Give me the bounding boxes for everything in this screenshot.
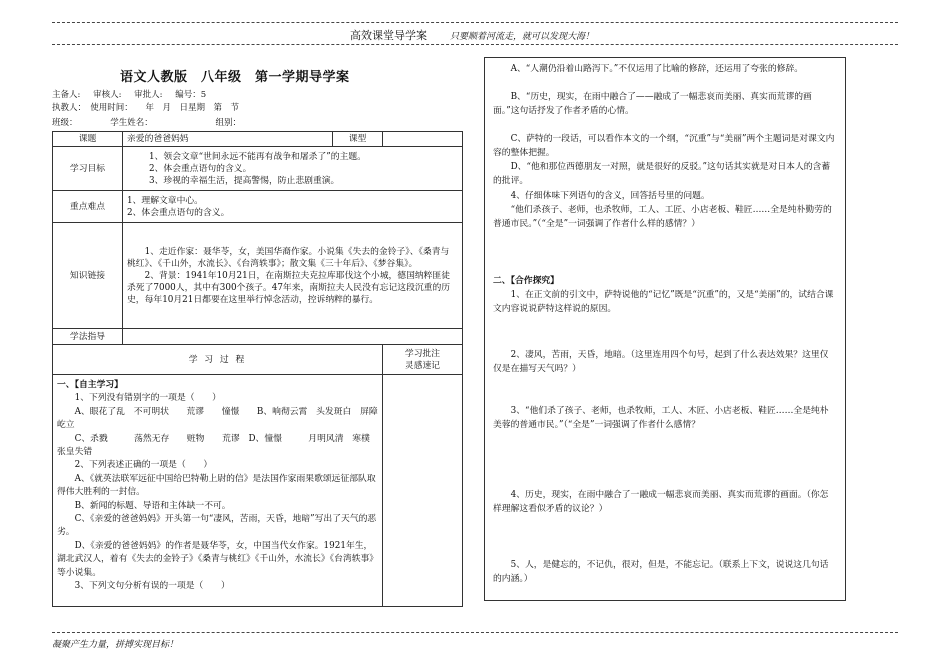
- key-points-label: 重点难点: [53, 191, 123, 223]
- notes-label-line-1: 学习批注: [404, 348, 441, 359]
- notes-label-line-2: 灵感速记: [404, 360, 441, 371]
- question-2: 2、下列表述正确的一项是（ ）: [74, 460, 213, 471]
- goal-item: 3、珍视的幸福生活，提高警惕，防止悲剧重演。: [149, 175, 340, 186]
- header-title: 高效课堂导学案: [350, 29, 427, 42]
- knowledge-link-author: 1、走近作家：聂华苓，女，美国华裔作家。小说集《失去的金铃子》、《桑青与桃红》、《千山外，水流长》、《台湾轶事》；散文集《三十年后》、《梦谷集》。: [127, 246, 450, 269]
- goal-item: 2、体会重点语句的含义。: [149, 163, 252, 174]
- right-worksheet-panel: [484, 57, 846, 601]
- meta-number: 编号：5: [175, 90, 207, 100]
- notes-label: [383, 345, 463, 375]
- self-study-cell: [53, 375, 396, 607]
- type-label: 课型: [333, 132, 383, 147]
- question-1-options-ab: A、眼花了乱 不可明状 荒谬 憧憬 B、响彻云霄 头发斑白 屏障 屹立: [57, 406, 396, 431]
- inquiry-question-3: 3、“他们杀了孩子、老师，也杀牧师，工人、木匠、小店老板、鞋匠……全是纯朴美蓉的普通市民。”（“全是”一词强调了作者什么感情？: [493, 406, 829, 430]
- meta-row-teacher: 执教人： 使用时间： 年 月 日星期 第 节: [52, 103, 240, 113]
- header-top-rule: [52, 22, 898, 23]
- inquiry-question-2: 2、凄风，苦雨，天昏，地暗。（这里连用四个句号，起到了什么表达效果？这里仅仅是在描写天气吗？）: [493, 350, 829, 374]
- lesson-plan-table: [52, 131, 463, 607]
- question-1-options-cd: C、杀戮 荡然无存 赃物 荒谬 D、憧憬 月明风清 寒樸 张皇失错: [57, 433, 388, 458]
- meta-preparer: 主备人:: [52, 90, 81, 100]
- method-value: [123, 329, 463, 345]
- question-2-option-c: C、《亲爱的爸爸妈妈》开头第一句“凄风，苦雨，天昏，地暗”写出了天气的恶劣。: [57, 514, 377, 538]
- key-point-item: 2、体会重点语句的含义。: [127, 207, 230, 218]
- option-a: A、“人潮仍沿着山路泻下。”不仅运用了比喻的修辞，还运用了夸张的修辞。: [510, 64, 804, 74]
- topic-value: 亲爱的爸爸妈妈: [123, 132, 333, 147]
- topic-label: 课题: [53, 132, 123, 147]
- header-motto: 只要顺着河流走，就可以发现大海！: [450, 32, 595, 42]
- option-b: B、“历史，现实，在雨中融合了——融成了一幅悲哀而美丽、真实而荒谬的画面。”这句话抒发了作者矛盾的心情。: [493, 92, 812, 116]
- meta-class: 班级：: [52, 118, 78, 128]
- goal-item: 1、领会文章“世间永远不能再有战争和屠杀了”的主题。: [149, 151, 366, 162]
- goals-label: 学习目标: [53, 147, 123, 191]
- knowledge-link-cell: [123, 223, 463, 329]
- header-bottom-rule: [52, 44, 898, 45]
- key-points-cell: [123, 191, 463, 223]
- option-d: D、“他和那位西德朋友一对照，就是很好的反驳。”这句话其实就是对日本人的含蓄的批评。: [493, 162, 831, 186]
- footer-rule: [52, 632, 898, 633]
- question-2-option-b: B、新闻的标题、导语和主体缺一不可。: [74, 500, 231, 511]
- process-label: 学 习 过 程: [53, 345, 383, 375]
- meta-row-student: [52, 116, 251, 128]
- meta-reviewer: 审核人:: [93, 90, 122, 100]
- self-study-heading: 一、【自主学习】: [57, 380, 123, 390]
- meta-group: 组别：: [215, 118, 241, 128]
- question-4-text: “他们杀孩子、老师，也杀牧师，工人、工匠、小店老板、鞋匠……全是纯朴勤劳的普通市民。”（“全是”一词强调了作者什么样的感情？）: [493, 205, 832, 229]
- option-c: C、萨特的一段话，可以看作本文的一个纲，“沉重”与“美丽”两个主题词是对课文内容的整体把握。: [493, 134, 835, 158]
- footer-slogan: 凝聚产生力量，拼搏实现目标！: [52, 640, 179, 650]
- meta-approver: 审批人:: [134, 90, 163, 100]
- key-point-item: 1、理解文章中心。: [127, 195, 203, 206]
- inquiry-question-4: 4、历史，现实，在雨中融合了一融成一幅悲哀而美丽、真实而荒谬的画面。（你怎样理解这看似矛盾的议论？）: [493, 490, 829, 514]
- goals-cell: [123, 147, 463, 191]
- knowledge-link-background: 2、背景：1941年10月21日，在南斯拉夫克拉库耶伐这个小城，德国纳粹匪徒杀死了7000人，其中有300个孩子。47年来，南斯拉夫人民没有忘记这段沉重的历史，每年10月21日都要在这里举行悼念活动，控诉纳粹的暴行。: [127, 270, 451, 305]
- method-label: 学法指导: [53, 329, 123, 345]
- document-title: 语文人教版 八年级 第一学期导学案: [120, 70, 350, 85]
- meta-row-staff: [52, 88, 216, 100]
- cooperative-inquiry-heading: 二、【合作探究】: [493, 276, 559, 286]
- meta-student-name: 学生姓名：: [110, 118, 153, 128]
- inquiry-question-1: 1、在正文前的引文中，萨特说他的“记忆”既是“沉重”的，又是“美丽”的，试结合课文内容说说萨特这样说的原因。: [493, 290, 834, 314]
- knowledge-link-label: 知识链接: [53, 223, 123, 329]
- question-2-option-a: A、《就英法联军远征中国给巴特勒上尉的信》是法国作家雨果歌颂远征部队取得伟大胜利的一封信。: [57, 473, 376, 498]
- question-2-option-d: D、《亲爱的爸爸妈妈》的作者是聂华苓，女，中国当代女作家。1921年生，湖北武汉人，着有《失去的金铃子》《桑青与桃红》《千山外，水流长》《台湾轶事》等小说集。: [57, 540, 374, 578]
- type-value: [383, 132, 463, 147]
- question-3: 3、下列文句分析有误的一项是（ ）: [74, 581, 230, 592]
- question-4: 4、仔细体味下列语句的含义，回答括号里的问题。: [510, 191, 710, 201]
- inquiry-question-5: 5、人，是健忘的，不记仇，很对，但是，不能忘记。（联系上下文，说说这几句话的内涵。）: [493, 560, 829, 584]
- question-1: 1、下列没有错别字的一项是（ ）: [74, 393, 221, 404]
